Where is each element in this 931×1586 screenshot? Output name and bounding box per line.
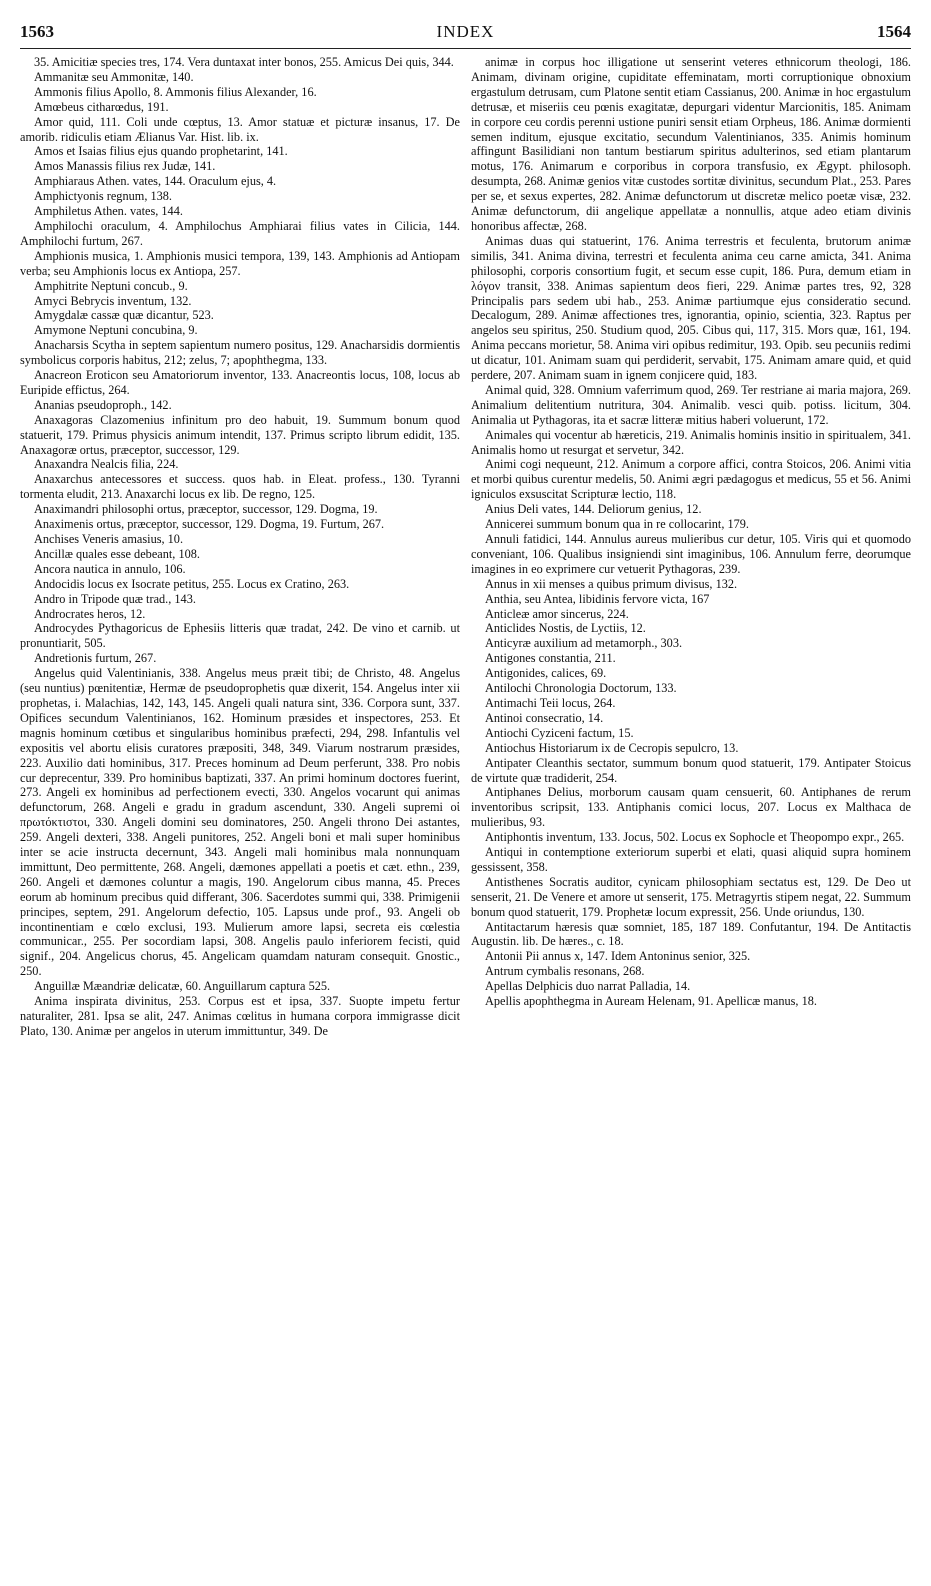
index-entry: Andretionis furtum, 267. bbox=[34, 651, 157, 666]
index-entry: Amphitrite Neptuni concub., 9. bbox=[34, 278, 188, 293]
index-entry: Amor quid, 111. Coli unde cœptus, 13. Amor statuæ et picturæ insanus, 17. De amorib. ridiculis etiam Ælianus Var. Hist. lib. ix. bbox=[20, 114, 460, 144]
index-entry: Antisthenes Socratis auditor, cynicam philosophiam sectatus est, 129. De Deo ut senserit, 21. De Venere et amore ut senserit, 175. Metragyrtis stipem negat, 22. Summum bonum quod statuerit, 179. Prophetæ locum expressit, 256. Unde oriundus, 130. bbox=[471, 874, 911, 919]
index-entry: Amos Manassis filius rex Judæ, 141. bbox=[34, 159, 216, 174]
index-entry: Anticlides Nostis, de Lyctiis, 12. bbox=[485, 621, 646, 636]
index-entry: Anaximandri philosophi ortus, præceptor, successor, 129. Dogma, 19. bbox=[34, 502, 378, 517]
running-title: INDEX bbox=[436, 22, 495, 41]
index-entry: Antiochi Cyziceni factum, 15. bbox=[485, 725, 634, 740]
index-columns bbox=[20, 55, 911, 1039]
index-entry: Annus in xii menses a quibus primum divisus, 132. bbox=[485, 576, 738, 591]
index-entry: Andocidis locus ex Isocrate petitus, 255. Locus ex Cratino, 263. bbox=[34, 576, 350, 591]
left-page-number: 1563 bbox=[20, 22, 54, 41]
index-entry: Ammonis filius Apollo, 8. Ammonis filius Alexander, 16. bbox=[34, 84, 317, 99]
index-entry: Antitactarum hæresis quæ somniet, 185, 187 189. Confutantur, 194. De Antitactis Augustin. lib. De hæres., c. 18. bbox=[471, 919, 911, 949]
index-entry: Antrum cymbalis resonans, 268. bbox=[485, 964, 645, 979]
index-entry: Amphictyonis regnum, 138. bbox=[34, 189, 172, 204]
index-entry: Antilochi Chronologia Doctorum, 133. bbox=[485, 681, 677, 696]
index-entry: Ammanitæ seu Ammonitæ, 140. bbox=[34, 69, 194, 84]
index-entry: Animi cogi nequeunt, 212. Animum a corpore affici, contra Stoicos, 206. Animi vitia et morbi quibus curentur medelis, 50. Animi ægri pædagogus et medicus, 55 et 56. Animi igniculos exsuscitat Scripturæ lectio, 118. bbox=[471, 457, 911, 502]
index-entry: Anius Deli vates, 144. Deliorum genius, 12. bbox=[485, 502, 702, 517]
index-entry: Anguillæ Mæandriæ delicatæ, 60. Anguillarum captura 525. bbox=[34, 979, 331, 994]
index-entry: Anacreon Eroticon seu Amatoriorum inventor, 133. Anacreontis locus, 108, locus ab Euripide effictus, 264. bbox=[20, 368, 460, 397]
left-column bbox=[20, 55, 460, 1039]
index-entry: Amphiaraus Athen. vates, 144. Oraculum ejus, 4. bbox=[34, 174, 277, 189]
index-entry: Antipater Cleanthis sectator, summum bonum quod statuerit, 179. Antipater Stoicus de virtute quæ tradiderit, 254. bbox=[471, 755, 911, 785]
index-entry: 35. Amicitiæ species tres, 174. Vera duntaxat inter bonos, 255. Amicus Dei quis, 344. bbox=[34, 55, 454, 69]
index-entry: animæ in corpus hoc illigatione ut senserint veteres ethnicorum theologi, 186. Animam, divinam origine, cupiditate effeminatam, morti corruptionique obnoxium ergastulum detrusam, cum Platone sentit etiam Cassianus, 200. Animæ in hoc ergastulum detrusæ, et miseriis ceu pœnis exagitatæ, depurgari videntur Marcionitis, 185. Animam in corpore ceu cordis perenni ustione puniri sensit etiam Orpheus, 186. Animæ dormienti semen inditum, ejusque excitatio, secundum Valentinianos, 335. Animis hominum affingunt Basilidiani non tantum bestiarum spiritus adulterinos, sed etiam plantarum motus, 176. Animarum e corporibus in corpora transfusio, ex Ægypt. philosoph. desumpta, 268. Animæ genios vitæ custodes sortitæ divinitus, secundum Plat., 253. Pares per se, et sexus expertes, 282. Animæ defunctorum ut discretæ melico poetæ visæ, 232. Animæ defunctorum, dii angelique appellatæ a nonnullis, atque adeo etiam divinis honoribus affectæ, 268. bbox=[471, 55, 911, 233]
index-entry: Ancillæ quales esse debeant, 108. bbox=[34, 546, 200, 561]
index-entry: Antigonides, calices, 69. bbox=[485, 666, 607, 681]
index-entry: Animales qui vocentur ab hæreticis, 219. Animalis hominis insitio in spiritualem, 341. Animalis homo ut resurgat et servetur, 342. bbox=[471, 427, 911, 457]
index-entry: Anthia, seu Antea, libidinis fervore victa, 167 bbox=[485, 591, 710, 606]
index-entry: Anticleæ amor sincerus, 224. bbox=[485, 606, 629, 621]
index-entry: Anaxarchus antecessores et success. quos hab. in Eleat. profess., 130. Tyranni tormenta eludit, 213. Anaxarchi locus ex lib. De regno, 125. bbox=[20, 472, 460, 502]
index-entry: Amyci Bebrycis inventum, 132. bbox=[34, 293, 192, 308]
index-entry: Amphionis musica, 1. Amphionis musici tempora, 139, 143. Amphionis ad Antiopam verba; seu Amphionis locus ex Antiopa, 257. bbox=[20, 248, 460, 278]
index-entry: Annuli fatidici, 144. Annulus aureus mulieribus cur detur, 105. Viris qui et quomodo conveniant, 106. Qualibus insigniendi sint imaginibus, 106. Annulum ferre, deorumque imagines in eo exprimere cur vetuerit Pythagoras, 239. bbox=[471, 532, 911, 576]
index-entry: Antonii Pii annus x, 147. Idem Antoninus senior, 325. bbox=[485, 949, 751, 964]
index-entry: Amœbeus citharœdus, 191. bbox=[34, 99, 169, 114]
index-entry: Annicerei summum bonum qua in re collocarint, 179. bbox=[485, 517, 749, 532]
index-entry: Antinoi consecratio, 14. bbox=[485, 710, 604, 725]
index-entry: Androcydes Pythagoricus de Ephesiis litteris quæ tradat, 242. De vino et carnib. ut pronuntiarit, 505. bbox=[20, 621, 460, 651]
index-entry: Amos et Isaias filius ejus quando prophetarint, 141. bbox=[34, 144, 288, 159]
index-entry: Anchises Veneris amasius, 10. bbox=[34, 532, 184, 546]
index-entry: Apellis apophthegma in Auream Helenam, 91. Apellicæ manus, 18. bbox=[485, 994, 817, 1009]
index-entry: Amygdalæ cassæ quæ dicantur, 523. bbox=[34, 308, 214, 323]
index-entry: Antiqui in contemptione exteriorum superbi et elati, quasi aliquid supra hominem gessissent, 358. bbox=[471, 845, 911, 874]
index-entry: Antiphanes Delius, morborum causam quam censuerit, 60. Antiphanes de rerum inventoribus scripsit, 133. Antiphanis comici locus, 207. Locus ex Malthaca de mulieribus, 93. bbox=[471, 785, 911, 830]
index-entry: Antigones constantia, 211. bbox=[485, 651, 616, 666]
index-entry: Amphiletus Athen. vates, 144. bbox=[34, 204, 183, 219]
index-entry: Amphilochi oraculum, 4. Amphilochus Amphiarai filius vates in Cilicia, 144. Amphilochi furtum, 267. bbox=[20, 218, 460, 248]
index-entry: Anaxagoras Clazomenius infinitum pro deo habuit, 19. Summum bonum quod statuerit, 179. Primus physicis animum intendit, 137. Primus scripto librum edidit, 135. Anaxagoræ ortus, præceptor, successor, 129. bbox=[20, 412, 460, 457]
index-entry: Antiochus Historiarum ix de Cecropis sepulcro, 13. bbox=[485, 740, 739, 755]
index-entry: Anacharsis Scytha in septem sapientum numero positus, 129. Anacharsidis dormientis symbolicus corporis habitus, 212; zelus, 7; apophthegma, 133. bbox=[20, 338, 460, 368]
index-entry: Anima inspirata divinitus, 253. Corpus est et ipsa, 337. Suopte impetu fertur naturaliter, 281. Ipsa se alit, 247. Animas cœlitus in humana corpora immigrasse dicit Plato, 130. Animæ per angelos in uterum immittuntur, 349. De bbox=[20, 994, 460, 1038]
index-entry: Animal quid, 328. Omnium vaferrimum quod, 269. Ter restriane ai maria majora, 269. Animalium delitentium nutritura, 304. Animalib. vesci quib. potiss. licitum, 304. Animalia ut Pythagoras, ita et sacræ litteræ mitius haberi voluerunt, 172. bbox=[471, 382, 911, 427]
index-entry: Antiphontis inventum, 133. Jocus, 502. Locus ex Sophocle et Theopompo expr., 265. bbox=[485, 830, 905, 845]
index-entry: Androcrates heros, 12. bbox=[34, 606, 146, 621]
index-entry: Apellas Delphicis duo narrat Palladia, 14. bbox=[485, 979, 691, 994]
index-entry: Anticyræ auxilium ad metamorph., 303. bbox=[485, 636, 683, 651]
page-header bbox=[20, 18, 911, 49]
index-entry: Ananias pseudoproph., 142. bbox=[34, 397, 172, 412]
index-entry: Animas duas qui statuerint, 176. Anima terrestris et feculenta, brutorum animæ similis, 341. Anima divina, terrestri et feculenta anima ceu carne amicta, 341. Anima philosophi, corporis consortium fugit, et secum esse cupit, 186. Pura, demum etiam in λόγον transit, 338. Animas sapientum deos fieri, 229. Animæ partes tres, 92, 328 Principalis pars sedem ubi hab., 253. Animæ partiumque ejus consideratio secund. Decalogum, 289. Animæ affectiones tres, ignorantia, opinio, scientia, 323. Raptus per angelos seu spiritus, 250. Studium quod, 205. Cibus qui, 117, 315. Mors quæ, 161, 194. Anima peccans morietur, 58. Anima viri opibus redimitur, 193. Opib. seu pecuniis redimi ut dicatur, 101. Animam suam qui perdiderit, servabit, 175. Animam amare quid, et quid perdere, 207. Animam suam in ignem conjicere quid, 183. bbox=[471, 233, 911, 383]
index-entry: Anaximenis ortus, præceptor, successor, 129. Dogma, 19. Furtum, 267. bbox=[34, 517, 385, 532]
index-entry: Anaxandra Nealcis filia, 224. bbox=[34, 457, 179, 472]
index-entry: Angelus quid Valentinianis, 338. Angelus meus præit tibi; de Christo, 48. Angelus (seu nuntius) pœnitentiæ, Hermæ de pseudoprophetis quæ dixerit, 154. Angelus inter xii prophetas, i. Malachias, 142, 143, 145. Angeli quali natura sint, 336. Corpora sunt, 337. Opifices secundum Valentinianos, 162. Hominum præsides et inspectores, 253. Et magnis hominum cœtibus et singularibus hominibus præfecti, 294, 298. Infantulis vel expositis vel abortu elisis curatores præpositi, 348, 349. Viarum nostrarum præsides, 223. Auxilio dati hominibus, 317. Preces hominum ad Deum perferunt, 338. Pro nobis cur deprecentur, 339. Pro hominibus baptizati, 337. An primi hominum doctores fuerint, 273. Angeli ex hominibus ad perfectionem evecti, 330. Angelos vocarunt qui animas defunctorum, 268. Angeli e gradu in gradum ascendunt, 330. Angeli supremi οἱ πρωτόκτιστοι, 330. Angeli domini seu dominatores, 250. Angeli throno Dei astantes, 259. Angeli dexteri, 338. Angeli punitores, 252. Angeli boni et mali super hominibus inter se acie instructa decernunt, 343. Angeli mali hominibus mala nonnunquam immittunt, Deo permittente, 268. Angeli, dæmones appellati a poetis et cæt. ethn., 239, 260. Angeli et dæmones coluntur a magis, 190. Angelorum cibus manna, 45. Preces eorum ab hominum precibus quid differant, 306. Sacerdotes summi qui, 338. Primigenii principes, septem, 291. Angelorum defectio, 105. Lapsus unde prof., 93. Angeli ob incontinentiam e cœlo exclusi, 193. Mulierum amore lapsi, secreta eis cœlestia communicar., 255. Per socordiam lapsi, 308. Angelis paulo inferiorem fecisti, quid signif., 204. Angelicus chorus, 45. Angelicam quamdam naturam consequit. Gnostic., 250. bbox=[20, 666, 460, 979]
right-page-number: 1564 bbox=[877, 22, 911, 41]
index-entry: Antimachi Teii locus, 264. bbox=[485, 695, 616, 710]
right-column bbox=[471, 55, 911, 1039]
index-entry: Ancora nautica in annulo, 106. bbox=[34, 561, 186, 576]
index-entry: Amymone Neptuni concubina, 9. bbox=[34, 323, 198, 338]
index-entry: Andro in Tripode quæ trad., 143. bbox=[34, 591, 196, 606]
